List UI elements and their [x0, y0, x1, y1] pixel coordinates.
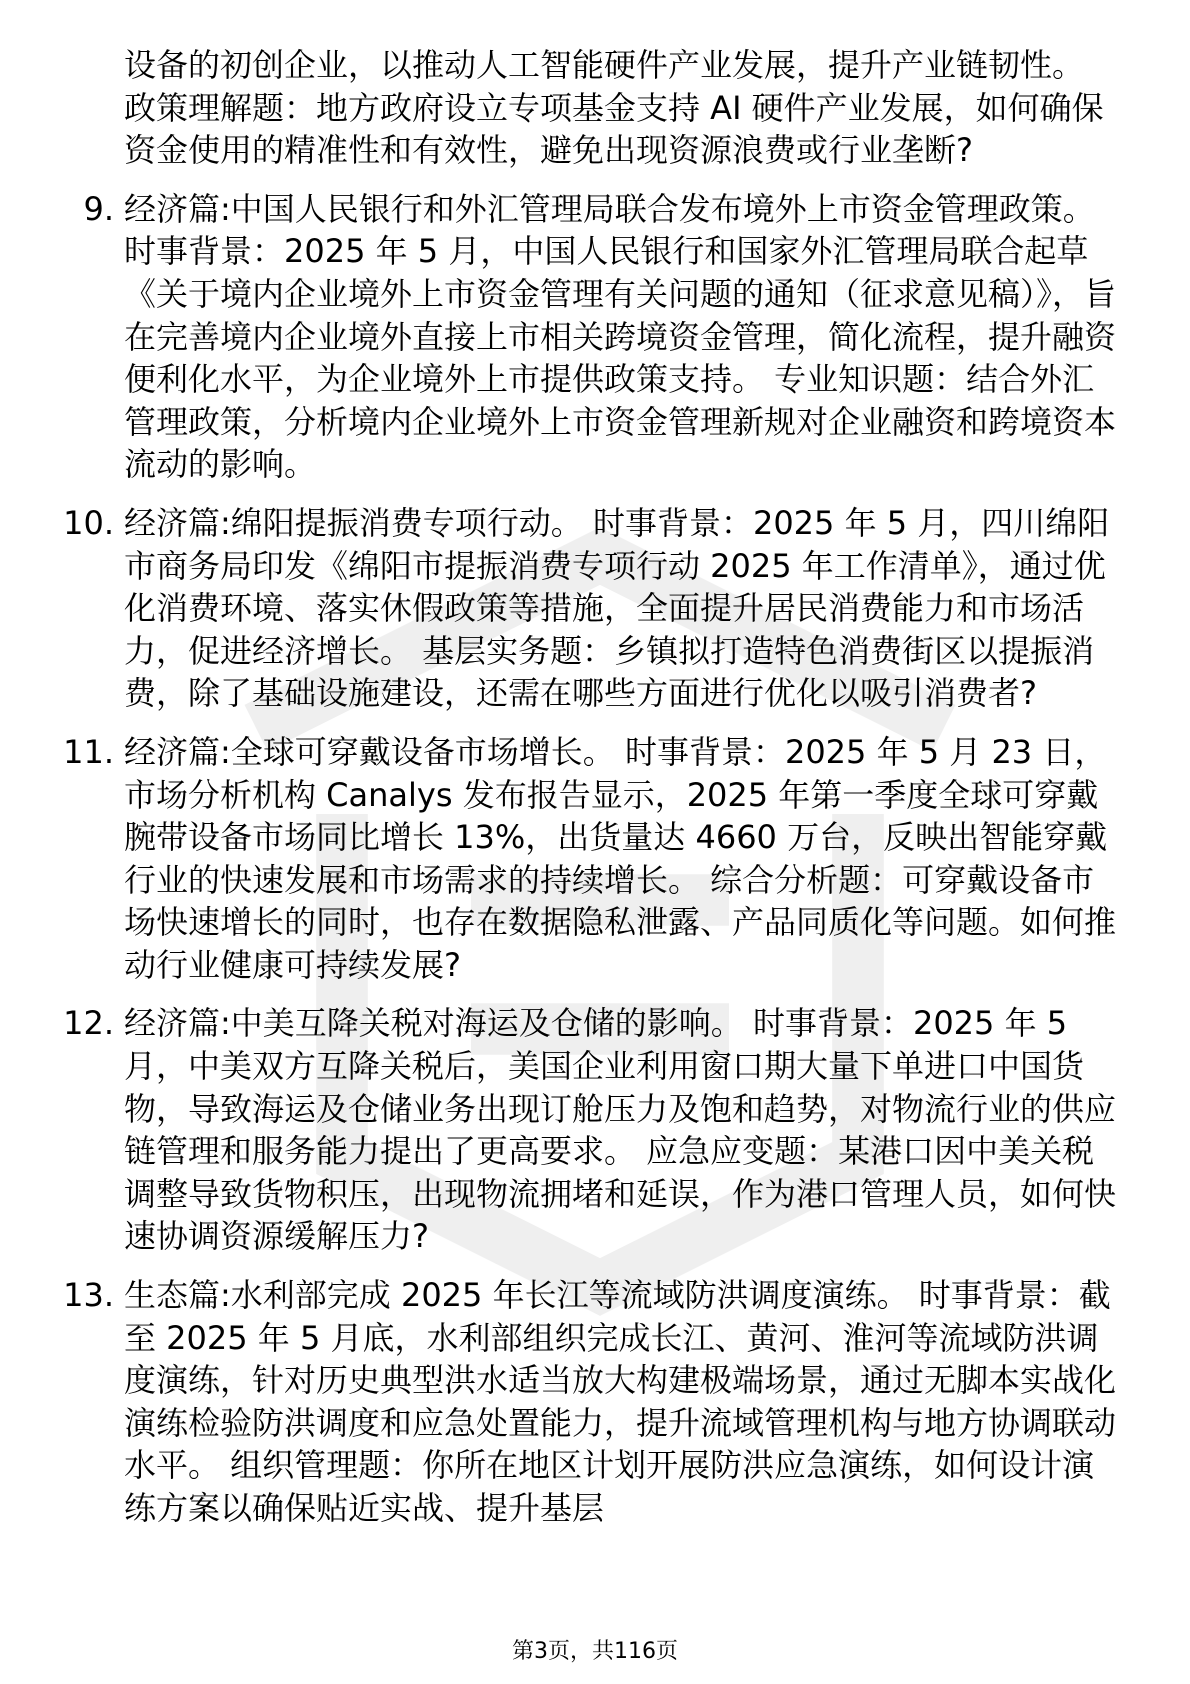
list-item-number: 13. [63, 1276, 114, 1315]
list-item-12 [63, 1002, 1120, 1258]
list-item-number: 10. [63, 503, 114, 542]
intro-paragraph: 设备的初创企业，以推动人工智能硬件产业发展，提升产业链韧性。 政策理解题：地方政府设立专项基金支持 AI 硬件产业发展，如何确保资金使用的精准性和有效性，避免出现资源浪费或行业垄断? [124, 46, 1104, 170]
document-body [0, 44, 1190, 1546]
list-item-11 [63, 731, 1120, 987]
list-item-text: 经济篇:中国人民银行和外汇管理局联合发布境外上市资金管理政策。 时事背景：2025 年 5 月，中国人民银行和国家外汇管理局联合起草《关于境内企业境外上市资金管理有关问题的通知（征求意见稿）》，旨在完善境内企业境外直接上市相关跨境资金管理，简化流程，提升融资便利化水平，为企业境外上市提供政策支持。 专业知识题：结合外汇管理政策，分析境内企业境外上市资金管理新规对企业融资和跨境资本流动的影响。 [124, 189, 1117, 484]
list-item-10 [63, 502, 1120, 715]
list-item-text: 生态篇:水利部完成 2025 年长江等流域防洪调度演练。 时事背景：截至 2025 年 5 月底，水利部组织完成长江、黄河、淮河等流域防洪调度演练，针对历史典型洪水适当放大构建极端场景，通过无脚本实战化演练检验防洪调度和应急处置能力，提升流域管理机构与地方协调联动水平。 组织管理题：你所在地区计划开展防洪应急演练，如何设计演练方案以确保贴近实战、提升基层 [124, 1276, 1117, 1527]
list-item-13 [63, 1274, 1120, 1530]
list-item-number: 12. [63, 1004, 114, 1043]
list-item-number: 11. [63, 732, 114, 771]
page-footer: 第3页，共116页 [512, 1639, 678, 1664]
list-item-text: 经济篇:全球可穿戴设备市场增长。 时事背景：2025 年 5 月 23 日，市场分析机构 Canalys 发布报告显示，2025 年第一季度全球可穿戴腕带设备市场同比增长 13%，出货量达 4660 万台，反映出智能穿戴行业的快速发展和市场需求的持续增长。 综合分析题：可穿戴设备市场快速增长的同时，也存在数据隐私泄露、产品同质化等问题。如何推动行业健康可持续发展? [124, 732, 1117, 984]
list-item-number: 9. [83, 189, 114, 228]
list-item-text: 经济篇:中美互降关税对海运及仓储的影响。 时事背景：2025 年 5 月，中美双方互降关税后，美国企业利用窗口期大量下单进口中国货物，导致海运及仓储业务出现订舱压力及饱和趋势，对物流行业的供应链管理和服务能力提出了更高要求。 应急应变题：某港口因中美关税调整导致货物积压，出现物流拥堵和延误，作为港口管理人员，如何快速协调资源缓解压力? [124, 1004, 1117, 1256]
list-item-text: 经济篇:绵阳提振消费专项行动。 时事背景：2025 年 5 月，四川绵阳市商务局印发《绵阳市提振消费专项行动 2025 年工作清单》，通过优化消费环境、落实休假政策等措施，全面提升居民消费能力和市场活力，促进经济增长。 基层实务题：乡镇拟打造特色消费街区以提振消费，除了基础设施建设，还需在哪些方面进行优化以吸引消费者? [124, 503, 1110, 713]
list-item-9 [83, 188, 1120, 486]
